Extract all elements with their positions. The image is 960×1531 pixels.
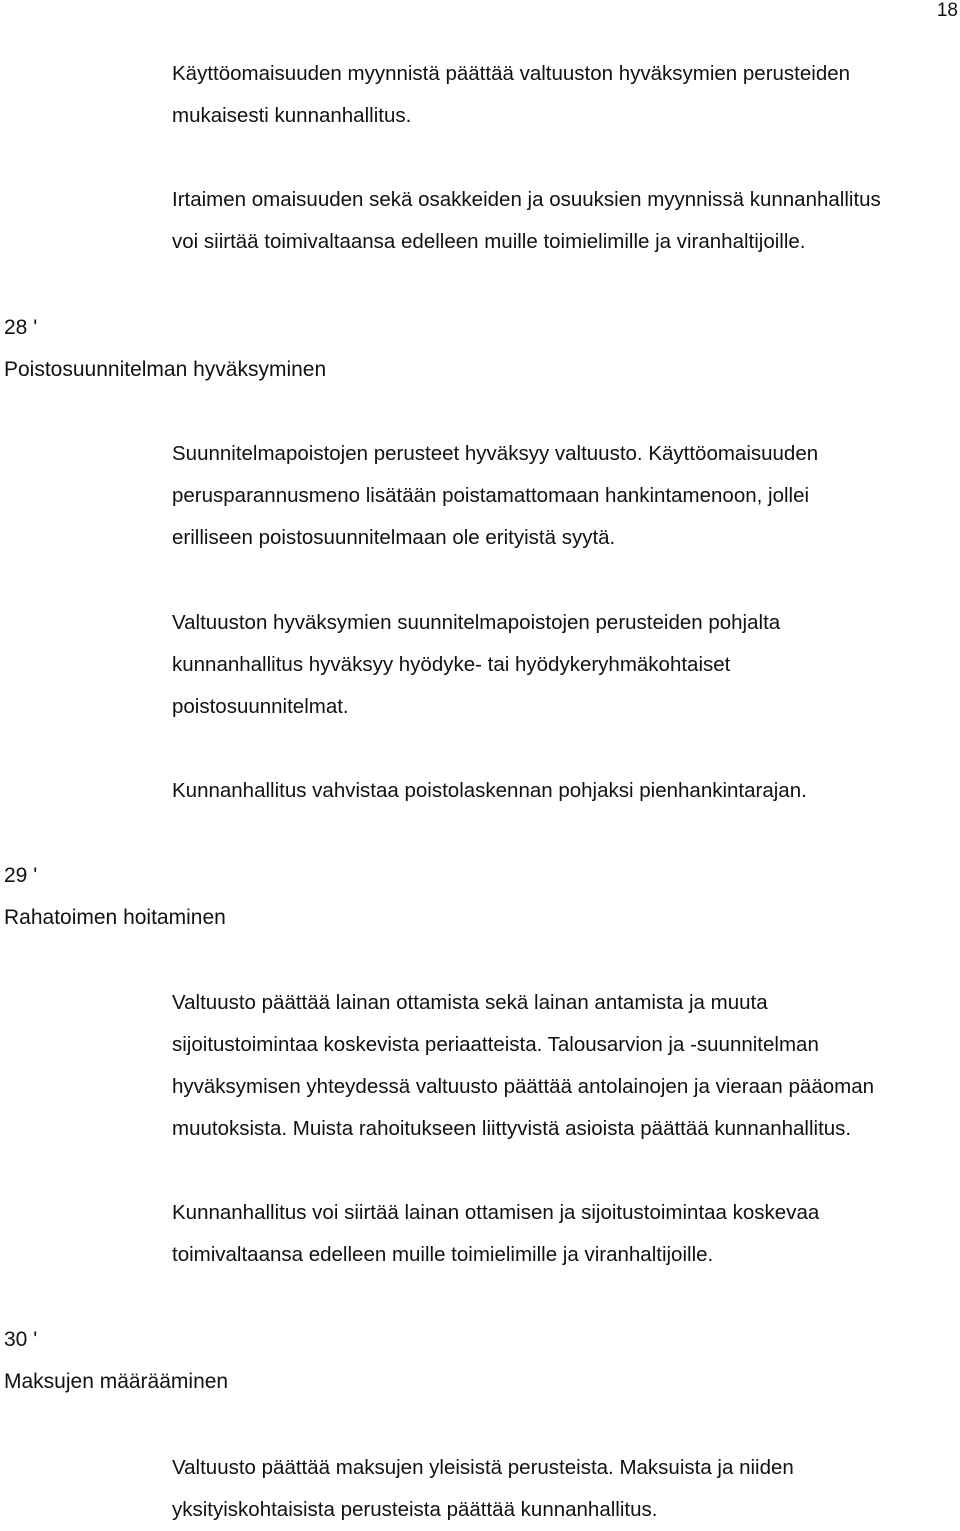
paragraph-line: hyväksymisen yhteydessä valtuusto päättää antolainojen ja vieraan pääoman xyxy=(172,1075,874,1098)
paragraph-line: Valtuusto päättää lainan ottamista sekä lainan antamista ja muuta xyxy=(172,991,768,1014)
section-title: Poistosuunnitelman hyväksyminen xyxy=(4,358,327,381)
paragraph-line: voi siirtää toimivaltaansa edelleen muille toimielimille ja viranhaltijoille. xyxy=(172,230,806,253)
paragraph-line: erilliseen poistosuunnitelmaan ole erityistä syytä. xyxy=(172,526,616,549)
section-number: 28 ' xyxy=(4,316,38,339)
paragraph-line: yksityiskohtaisista perusteista päättää kunnanhallitus. xyxy=(172,1498,658,1521)
paragraph-line: sijoitustoimintaa koskevista periaatteista. Talousarvion ja -suunnitelman xyxy=(172,1033,819,1056)
section-title: Rahatoimen hoitaminen xyxy=(4,906,226,929)
paragraph-line: poistosuunnitelmat. xyxy=(172,695,349,718)
paragraph-line: Valtuusto päättää maksujen yleisistä perusteista. Maksuista ja niiden xyxy=(172,1456,794,1479)
paragraph-line: Kunnanhallitus vahvistaa poistolaskennan pohjaksi pienhankintarajan. xyxy=(172,779,807,802)
paragraph-line: mukaisesti kunnanhallitus. xyxy=(172,104,412,127)
paragraph-line: Valtuuston hyväksymien suunnitelmapoistojen perusteiden pohjalta xyxy=(172,611,781,634)
page-number: 18 xyxy=(936,0,958,21)
paragraph-line: Käyttöomaisuuden myynnistä päättää valtuuston hyväksymien perusteiden xyxy=(172,62,851,85)
section-number: 30 ' xyxy=(4,1328,38,1351)
paragraph-line: kunnanhallitus hyväksyy hyödyke- tai hyödykeryhmäkohtaiset xyxy=(172,653,731,676)
section-title: Maksujen määrääminen xyxy=(4,1370,229,1393)
paragraph-line: perusparannusmeno lisätään poistamattomaan hankintamenoon, jollei xyxy=(172,484,810,507)
paragraph-line: Irtaimen omaisuuden sekä osakkeiden ja osuuksien myynnissä kunnanhallitus xyxy=(172,188,881,211)
paragraph-line: Suunnitelmapoistojen perusteet hyväksyy valtuusto. Käyttöomaisuuden xyxy=(172,442,819,465)
section-number: 29 ' xyxy=(4,864,38,887)
paragraph-line: Kunnanhallitus voi siirtää lainan ottamisen ja sijoitustoimintaa koskevaa xyxy=(172,1201,820,1224)
paragraph-line: toimivaltaansa edelleen muille toimielimille ja viranhaltijoille. xyxy=(172,1243,714,1266)
paragraph-line: muutoksista. Muista rahoitukseen liittyvistä asioista päättää kunnanhallitus. xyxy=(172,1117,852,1140)
